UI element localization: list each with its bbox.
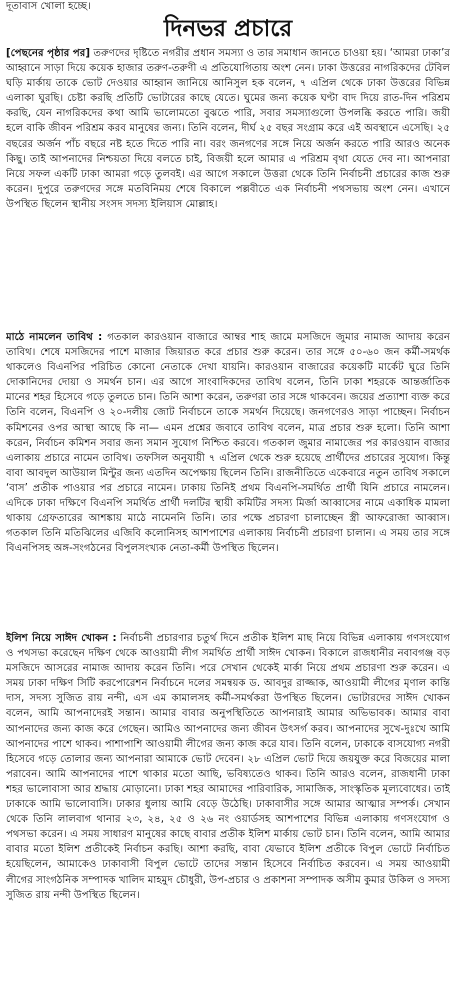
paragraph-text: তরুণদের দৃষ্টিতে নগরীর প্রধান সমস্যা ও তার সমাধান জানতে চাওয়া হয়। ‘আমরা ঢাকা’র আহ্বানে সাড়া দিয়ে কয়েক হাজার তরুণ-তরুণী এ প্রতিযোগিতায় অংশ নেন। ঢাকা উত্তরের নাগরিকদের টেবিল ঘড়ি মার্কায় তাকে ভোট দেওয়ার আহ্বান জানিয়ে আনিসুল হক বলেন, ৭ এপ্রিল থেকে ঢাকা উত্তরের বিভিন্ন এলাকা ঘুরছি। চেষ্টা করছি প্রতিটি ভোটারের কাছে যেতে। ঘুমের জন্য কয়েক ঘণ্টা বাদ দিয়ে রাত-দিন পরিশ্রম করছি, যেন নাগরিকদের কথা আমি ভালোমতো বুঝতে পারি, সবার সমস্যাগুলো উপলব্ধি করতে পারি। জয়ী হলে বাকি জীবন পরিশ্রম করব মানুষের জন্য। তিনি বলেন, দীর্ঘ ২৫ বছর সংগ্রাম করে এই অবস্থানে এসেছি। ২৫ বছরের অর্জন পাঁচ বছরে নষ্ট হতে দিতে পারি না। বরং জনগণের সঙ্গে নিয়ে অর্জন করতে পারি আরও অনেক কিছু। তাই আপনাদের নিশ্চয়তা দিয়ে বলতে চাই, বিজয়ী হলে আমার এ পরিশ্রম বৃথা যেতে দেব না। আপনারা নিয়ে সফল একটি ঢাকা আমরা গড়ে তুলবই। এর আগে সকালে উত্তরা থেকে তিনি নির্বাচনী প্রচারের কাজ শুরু করেন। দুপুরে তরুণদের সঙ্গে মতবিনিময় শেষে বিকালে পল্লবীতে এক নির্বাচনী পথসভায় অংশ নেন। এখানে উপস্থিত ছিলেন স্থানীয় সংসদ সদস্য ইলিয়াস মোল্লাহ। xyxy=(6,48,450,210)
subheading-sayeed-khokon: ইলিশ নিয়ে সাঈদ খোকন : xyxy=(6,633,117,644)
headline: দিনভর প্রচারে xyxy=(163,16,293,42)
paragraph-tabith xyxy=(6,330,450,630)
paragraph-text: গতকাল কারওয়ান বাজারে আম্বর শাহ জামে মসজিদে জুমার নামাজ আদায় করেন তাবিথ। শেষে মসজিদের পাশে মাজার জিয়ারত করে প্রচার শুরু করেন। তার সঙ্গে ৫০-৬০ জন কর্মী-সমর্থক থাকলেও বিএনপির পরিচিত কোনো নেতাকে দেখা যায়নি। কারওয়ান বাজারের কয়েকটি মার্কেট ঘুরে তিনি দোকানিদের দোয়া ও সমর্থন চান। এর আগে সাংবাদিকদের তাবিথ বলেন, তিনি ঢাকা শহরকে আন্তর্জাতিক মানের শহর হিসেবে গড়ে তুলতে চান। তিনি আশা করেন, তরুণরা তার সঙ্গে থাকবেন। জয়ের প্রত্যাশা ব্যক্ত করে তিনি বলেন, বিএনপি ও ২০-দলীয় জোট নির্বাচনে তাকে সমর্থন দিয়েছে। জনগণেরও সাড়া পাচ্ছেন। নির্বাচন কমিশনের ওপর আস্থা আছে কি না— এমন প্রশ্নের জবাবে তাবিথ বলেন, মাত্র প্রচার শুরু হলো। তিনি আশা করেন, নির্বাচন কমিশন সবার জন্য সমান সুযোগ নিশ্চিত করবে। গতকাল জুমার নামাজের পর কারওয়ান বাজার এলাকায় প্রচারে নামেন তাবিথ। তফসিল অনুযায়ী ৭ এপ্রিল থেকে শুরু হয়েছে প্রার্থীদের প্রচারের সুযোগ। কিন্তু বাবা আবদুল আউয়াল মিন্টুর জন্য এতদিন অপেক্ষায় ছিলেন তিনি। রাজনীতিতে একেবারে নতুন তাবিথ সকালে ‘বাস’ প্রতীক পাওয়ার পর প্রচারে নামেন। ঢাকায় তিনিই প্রথম বিএনপি-সমর্থিত প্রার্থী যিনি প্রচারে নামলেন। এদিকে ঢাকা দক্ষিণে বিএনপি সমর্থিত প্রার্থী দলটির স্থায়ী কমিটির সদস্য মির্জা আব্বাসের নামে একাধিক মামলা থাকায় গ্রেফতারের আশঙ্কায় মাঠে নামেননি তিনি। তার পক্ষে প্রচারণা চালাচ্ছেন স্ত্রী আফরোজা আব্বাস। গতকাল তিনি মতিঝিলের এজিবি কলোনিসহ আশপাশের এলাকায় নির্বাচনী প্রচারণা চালান। এ সময় তার সঙ্গে বিএনপিসহ অঙ্গ-সংগঠনের বিপুলসংখ্যক নেতা-কর্মী উপস্থিত ছিলেন। xyxy=(6,332,450,555)
paragraph-text: নির্বাচনী প্রচারণার চতুর্থ দিনে প্রতীক ইলিশ মাছ নিয়ে বিভিন্ন এলাকায় গণসংযোগ ও পথসভা করেছেন দক্ষিণ থেকে আওয়ামী লীগ সমর্থিত প্রার্থী সাঈদ খোকন। বিকালে রাজধানীর নবাবগঞ্জ বড় মসজিদে আসরের নামাজ আদায় করেন তিনি। পরে সেখান থেকেই মার্কা নিয়ে প্রথম প্রচারণা শুরু করেন। এ সময় ঢাকা দক্ষিণ সিটি করপোরেশন নির্বাচনে দলের সমন্বয়ক ড. আবদুর রাজ্জাক, আওয়ামী লীগের মৃণাল কান্তি দাস, সদস্য সুজিত রায় নন্দী, এস এম কামালসহ কর্মী-সমর্থকরা উপস্থিত ছিলেন। ভোটারদের সাঈদ খোকন বলেন, আমি আপনাদেরই সন্তান। আমার বাবার অনুপস্থিতিতে আপনারাই আমার অভিভাবক। আমার বাবা আপনাদের জন্য কাজ করে গেছেন। আমিও আপনাদের জন্য জীবন উৎসর্গ করব। আপনাদের সুখে-দুঃখে আমি আপনাদের পাশে থাকব। পাশাপাশি আওয়ামী লীগের জন্য কাজ করে যাব। তিনি বলেন, ঢাকাকে বাসযোগ্য নগরী হিসেবে গড়ে তোলার জন্য আপনারা আমাকে ভোট দেবেন। ২৮ এপ্রিল ভোট দিয়ে জয়যুক্ত করে বিজয়ের মালা পরাবেন। আমি আপনাদের পাশে থাকার মতো আছি, ভবিষ্যতেও থাকব। তিনি আরও বলেন, রাজধানী ঢাকা শহর ভালোবাসা আর শ্রদ্ধায় মোড়ানো। ঢাকা শহর আমাদের পারিবারিক, সামাজিক, সাংস্কৃতিক মূল্যবোধের। তাই ঢাকাকে আমি ভালোবাসি। ঢাকার ধুলায় আমি বেড়ে উঠেছি। ঢাকাবাসীর সঙ্গে আমার আত্মার সম্পর্ক। সেখান থেকে তিনি লালবাগ থানার ২৩, ২৪, ২৫ ও ২৬ নং ওয়ার্ডসহ আশপাশের বিভিন্ন এলাকায় গণসংযোগ ও পথসভা করেন। এ সময় সাধারণ মানুষের কাছে বাবার প্রতীক ইলিশ মার্কায় ভোট চান। তিনি বলেন, আমি আমার বাবার মতো ইলিশ প্রতীকেই নির্বাচন করছি। আশা করছি, বাবা যেভাবে ইলিশ প্রতীকে বিপুল ভোটে নির্বাচিত হয়েছিলেন, আমাকেও ঢাকাবাসী বিপুল ভোটে তাদের সন্তান হিসেবে নির্বাচিত করবেন। এ সময় আওয়ামী লীগের সাংগঠনিক সম্পাদক খালিদ মাহমুদ চৌধুরী, উপ-প্রচার ও প্রকাশনা সম্পাদক অসীম কুমার উকিল ও সদস্য সুজিত রায় নন্দী উপস্থিত ছিলেন। xyxy=(6,633,450,901)
previous-article-tail: দূতাবাস খোলা হচ্ছে। xyxy=(6,1,91,12)
paragraph-continuation xyxy=(6,46,450,329)
continuation-marker: [পেছনের পৃষ্ঠার পর] xyxy=(6,48,91,59)
subheading-tabith: মাঠে নামলেন তাবিথ : xyxy=(6,332,103,343)
paragraph-sayeed-khokon xyxy=(6,631,450,991)
